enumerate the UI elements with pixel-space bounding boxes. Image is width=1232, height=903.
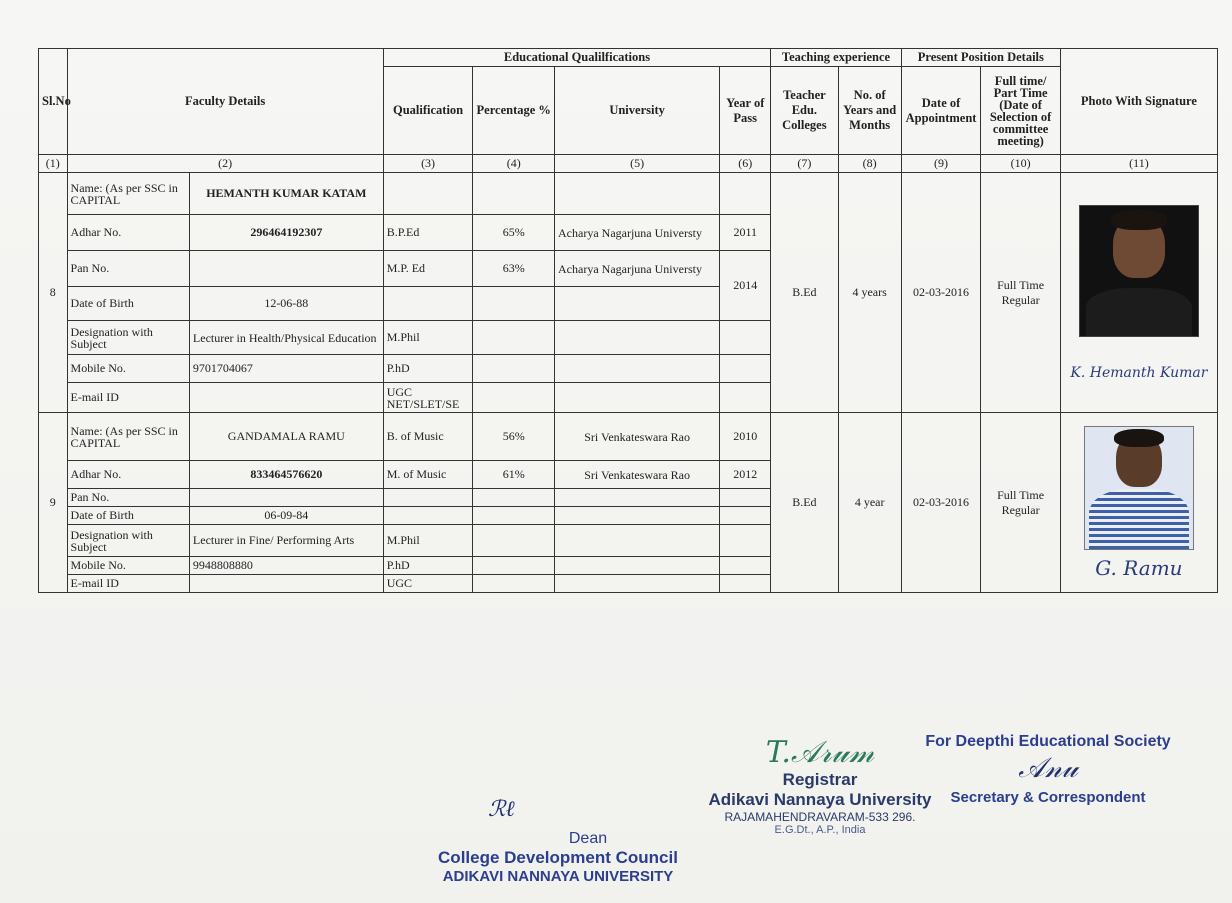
label-name: Name: (As per SSC in CAPITAL (67, 413, 189, 461)
label-pan: Pan No. (67, 489, 189, 507)
university-cell: Acharya Nagarjuna Universty (555, 215, 720, 251)
column-number: (9) (901, 155, 981, 173)
registrar-stamp (700, 735, 940, 836)
header-photo-signature: Photo With Signature (1060, 49, 1217, 155)
header-educational-qualifications: Educational Qualilfications (383, 49, 771, 67)
label-name: Name: (As per SSC in CAPITAL (67, 173, 189, 215)
email-value (189, 575, 383, 593)
label-pan: Pan No. (67, 251, 189, 287)
label-adhar: Adhar No. (67, 461, 189, 489)
qualification-cell: B. of Music (383, 413, 473, 461)
header-date-of-appointment: Date of Appointment (901, 67, 981, 155)
label-mobile: Mobile No. (67, 557, 189, 575)
dean-stamp-line1: College Development Council (438, 848, 678, 867)
faculty-name: HEMANTH KUMAR KATAM (189, 173, 383, 215)
percentage-cell: 61% (473, 461, 555, 489)
society-stamp (918, 733, 1178, 806)
years-value: 4 years (838, 173, 901, 413)
column-number: (8) (838, 155, 901, 173)
year-cell: 2012 (720, 461, 771, 489)
designation-value: Lecturer in Health/Physical Education (189, 321, 383, 355)
pan-value (189, 489, 383, 507)
pan-value (189, 251, 383, 287)
qualification-cell: M. of Music (383, 461, 473, 489)
faculty-photo (1079, 205, 1199, 337)
faculty-table (38, 48, 1218, 593)
faculty-photo (1084, 426, 1194, 550)
registrar-region: E.G.Dt., A.P., India (774, 824, 866, 836)
registrar-university: Adikavi Nannaya University (708, 790, 932, 809)
university-cell: Sri Venkateswara Rao (555, 461, 720, 489)
mobile-value: 9948808880 (189, 557, 383, 575)
university-cell: Sri Venkateswara Rao (555, 413, 720, 461)
qualification-cell: P.hD (383, 355, 473, 383)
appointment-date: 02-03-2016 (901, 173, 981, 413)
registrar-address: RAJAMAHENDRAVARAM-533 296. (724, 810, 916, 824)
header-qualification: Qualification (383, 67, 473, 155)
designation-value: Lecturer in Fine/ Performing Arts (189, 525, 383, 557)
dean-label: Dean (568, 830, 608, 847)
header-teacher-edu: Teacher Edu. Colleges (771, 67, 838, 155)
header-percentage: Percentage % (473, 67, 555, 155)
teacher-edu-value: B.Ed (771, 173, 838, 413)
header-slno: Sl.No (39, 49, 68, 155)
header-teaching-experience: Teaching experience (771, 49, 902, 67)
faculty-name: GANDAMALA RAMU (189, 413, 383, 461)
qualification-cell: P.hD (383, 557, 473, 575)
column-number: (5) (555, 155, 720, 173)
qualification-cell: UGC NET/SLET/SE (383, 383, 473, 413)
label-designation: Designation with Subject (67, 525, 189, 557)
dob-value: 06-09-84 (189, 507, 383, 525)
photo-signature-cell (1060, 413, 1217, 593)
column-number: (4) (473, 155, 555, 173)
dean-signature-mark: ℛℓ (488, 797, 515, 822)
secretary-label: Secretary & Correspondent (950, 789, 1146, 806)
label-dob: Date of Birth (67, 287, 189, 321)
full-time-status: Full Time Regular (981, 413, 1061, 593)
label-dob: Date of Birth (67, 507, 189, 525)
dean-stamp-line2: ADIKAVI NANNAYA UNIVERSITY (442, 868, 674, 885)
column-number: (2) (67, 155, 383, 173)
teacher-edu-value: B.Ed (771, 413, 838, 593)
label-adhar: Adhar No. (67, 215, 189, 251)
faculty-slno: 8 (39, 173, 68, 413)
header-full-part-time: Full time/ Part Time (Date of Selection of committee meeting) (981, 67, 1061, 155)
year-cell: 2010 (720, 413, 771, 461)
university-cell: Acharya Nagarjuna Universty (555, 251, 720, 287)
header-faculty-details: Faculty Details (67, 49, 383, 155)
qualification-cell: B.P.Ed (383, 215, 473, 251)
label-designation: Designation with Subject (67, 321, 189, 355)
header-no-of-years: No. of Years and Months (838, 67, 901, 155)
registrar-signature-mark: T.𝒜𝓇𝓊𝓂 (765, 735, 875, 770)
years-value: 4 year (838, 413, 901, 593)
column-number: (3) (383, 155, 473, 173)
percentage-cell: 56% (473, 413, 555, 461)
photo-hair (1114, 429, 1164, 447)
column-number: (10) (981, 155, 1061, 173)
society-label: For Deepthi Educational Society (925, 733, 1171, 750)
dean-stamp (438, 797, 678, 885)
photo-shirt (1089, 489, 1189, 549)
registrar-label: Registrar (782, 770, 858, 789)
mobile-value: 9701704067 (189, 355, 383, 383)
column-number: (11) (1060, 155, 1217, 173)
column-number: (1) (39, 155, 68, 173)
adhar-value: 833464576620 (189, 461, 383, 489)
qualification-cell: M.Phil (383, 321, 473, 355)
faculty-slno: 9 (39, 413, 68, 593)
header-year-of-pass: Year of Pass (720, 67, 771, 155)
qualification-cell: M.Phil (383, 525, 473, 557)
header-university: University (555, 67, 720, 155)
email-value (189, 383, 383, 413)
header-present-position: Present Position Details (901, 49, 1060, 67)
dob-value: 12-06-88 (189, 287, 383, 321)
percentage-cell: 65% (473, 215, 555, 251)
column-number: (6) (720, 155, 771, 173)
adhar-value: 296464192307 (189, 215, 383, 251)
label-email: E-mail ID (67, 383, 189, 413)
faculty-signature: K. Hemanth Kumar (1070, 364, 1208, 381)
year-cell: 2011 (720, 215, 771, 251)
percentage-cell: 63% (473, 251, 555, 287)
year-cell: 2014 (720, 251, 771, 321)
faculty-signature: G. Ramu (1095, 555, 1183, 580)
qualification-cell: UGC (383, 575, 473, 593)
photo-signature-cell (1060, 173, 1217, 413)
secretary-signature-mark: 𝒜𝓃𝓊 (1018, 751, 1078, 784)
photo-hair (1111, 210, 1167, 230)
label-email: E-mail ID (67, 575, 189, 593)
full-time-status: Full Time Regular (981, 173, 1061, 413)
column-number: (7) (771, 155, 838, 173)
qualification-cell: M.P. Ed (383, 251, 473, 287)
photo-shirt (1086, 288, 1192, 336)
appointment-date: 02-03-2016 (901, 413, 981, 593)
label-mobile: Mobile No. (67, 355, 189, 383)
